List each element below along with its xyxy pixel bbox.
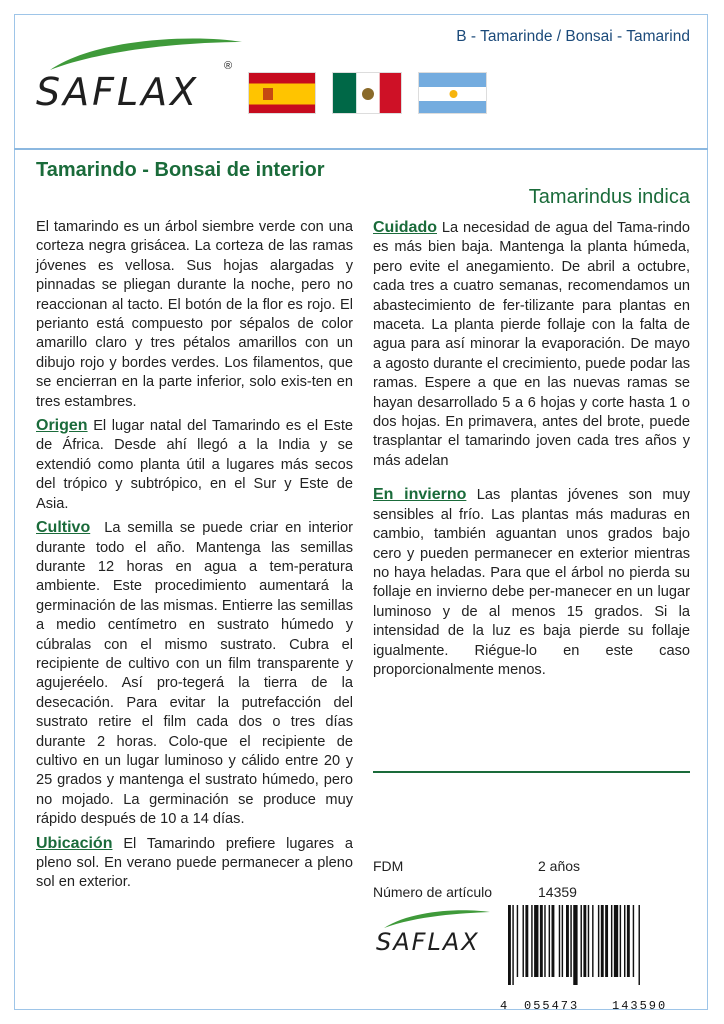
spain-flag-icon (248, 72, 316, 114)
fdm-value: 2 años (538, 858, 581, 874)
barcode (508, 905, 690, 985)
invierno-section (373, 485, 690, 680)
mexico-flag-icon (332, 72, 402, 114)
right-column (373, 218, 690, 684)
footer-brand-wordmark: SAFLAX (376, 928, 480, 956)
ubicacion-heading: Ubicación (36, 834, 113, 852)
ubicacion-section (36, 834, 353, 893)
cultivo-text: La semilla se puede criar en interior durante todo el año. Mantenga las semillas durante 12 horas en agua a tem-peratura ambiente. Este procedimiento aumentará la germinación de las mismas. Entierre las semillas a medio centímetro en sustrato húmedo y cúbralas con el mismo sustrato. Cubra el recipiente de cultivo con un film transparente y agujeréelo. Así pro-tegerá la tierra de la desecación. Para evitar la putrefacción del sustrato retire el film cada dos o tres días durante 2 horas. Colo-que el recipiente de cultivo en un lugar luminoso y cálido entre 20 y 25 grados y mantenga el sustrato húmedo, pero no mojado. La germinación se produce muy rápido después de 10 a 14 días. (36, 520, 354, 828)
barcode-digit-lead: 4 (500, 999, 508, 1013)
argentina-flag-icon (418, 72, 487, 114)
origen-section (36, 416, 353, 514)
left-column (36, 218, 353, 897)
cultivo-heading: Cultivo (36, 519, 91, 537)
origen-text: El lugar natal del Tamarindo es el Este de África. Desde ahí llegó a la India y se extendió como planta útil a lugares más secos del trópico y subtrópico, en el Sur y Este de Asia. (36, 418, 353, 512)
header-divider (14, 148, 708, 150)
product-line: B - Tamarinde / Bonsai - Tamarind (456, 28, 690, 45)
barcode-digits-right: 143590 (612, 999, 668, 1013)
invierno-text: Las plantas jóvenes son muy sensibles al frío. Las plantas más maduras en cambio, también aguantan unos grados bajo cero y pueden permanecer en exterior mientras no haya heladas. Para que el árbol no pierda su follaje en invierno debe per-manecer en un lugar luminoso y de al menos 15 grados. Si la intensidad de la luz es baja pierde su follaje igualmente. Riégue-lo en este caso proporcionalmente menos. (373, 487, 690, 678)
origen-heading: Origen (36, 417, 88, 435)
logo-leaf-icon (46, 34, 246, 74)
section-divider (373, 771, 690, 773)
invierno-heading: En invierno (373, 486, 467, 504)
ubicacion-text: El Tamarindo prefiere lugares a pleno sol. En verano puede permanecer a pleno sol en exterior. (36, 835, 353, 891)
latin-name: Tamarindus indica (528, 186, 690, 208)
cuidado-heading: Cuidado (373, 219, 437, 236)
intro-paragraph: El tamarindo es un árbol siembre verde con una corteza negra grisácea. La corteza de las ramas jóvenes es vellosa. Sus hojas alargadas y pinnadas se pliegan durante la noche, pero no reaccionan al tacto. El botón de la flor es rojo. El perianto está compuesto por sépalos de color amarillo claro y tres pétalos amarillos con un dibujo rojo y bordes verdes. Los filamentos, que se encierran en la parte inferior, solo exis-ten en tres estambres. (36, 219, 353, 410)
page-title: Tamarindo - Bonsai de interior (36, 159, 325, 181)
brand-logo (36, 34, 246, 124)
footer-logo-leaf-icon (382, 908, 492, 930)
article-value: 14359 (538, 884, 577, 900)
cultivo-section (36, 518, 353, 830)
cuidado-text: La necesidad de agua del Tama-rindo es más bien baja. Mantenga la planta húmeda, pero evite el anegamiento. De abril a octubre, cada tres a cuatro semanas, recomendamos un abastecimiento de fer-tilizante para plantas en maceta. La planta pierde follaje con la falta de agua para así minorar la evaporación. De mayo a agosto durante el crecimiento, puede podar las ramas. Espere a que en las nuevas ramas se hayan desarrollado 5 a 6 hojas y corte hasta 1 o dos hojas. En primavera, antes del brote, puede trasplantar el tamarindo joven cada tres años y más adelan (373, 220, 690, 469)
footer-brand-logo (376, 908, 496, 968)
barcode-digits-left: 055473 (524, 999, 580, 1013)
fdm-label: FDM (373, 858, 404, 874)
article-label: Número de artículo (373, 884, 493, 900)
brand-wordmark: SAFLAX (36, 70, 200, 114)
cuidado-section (373, 218, 690, 471)
registered-mark: ® (224, 60, 233, 72)
